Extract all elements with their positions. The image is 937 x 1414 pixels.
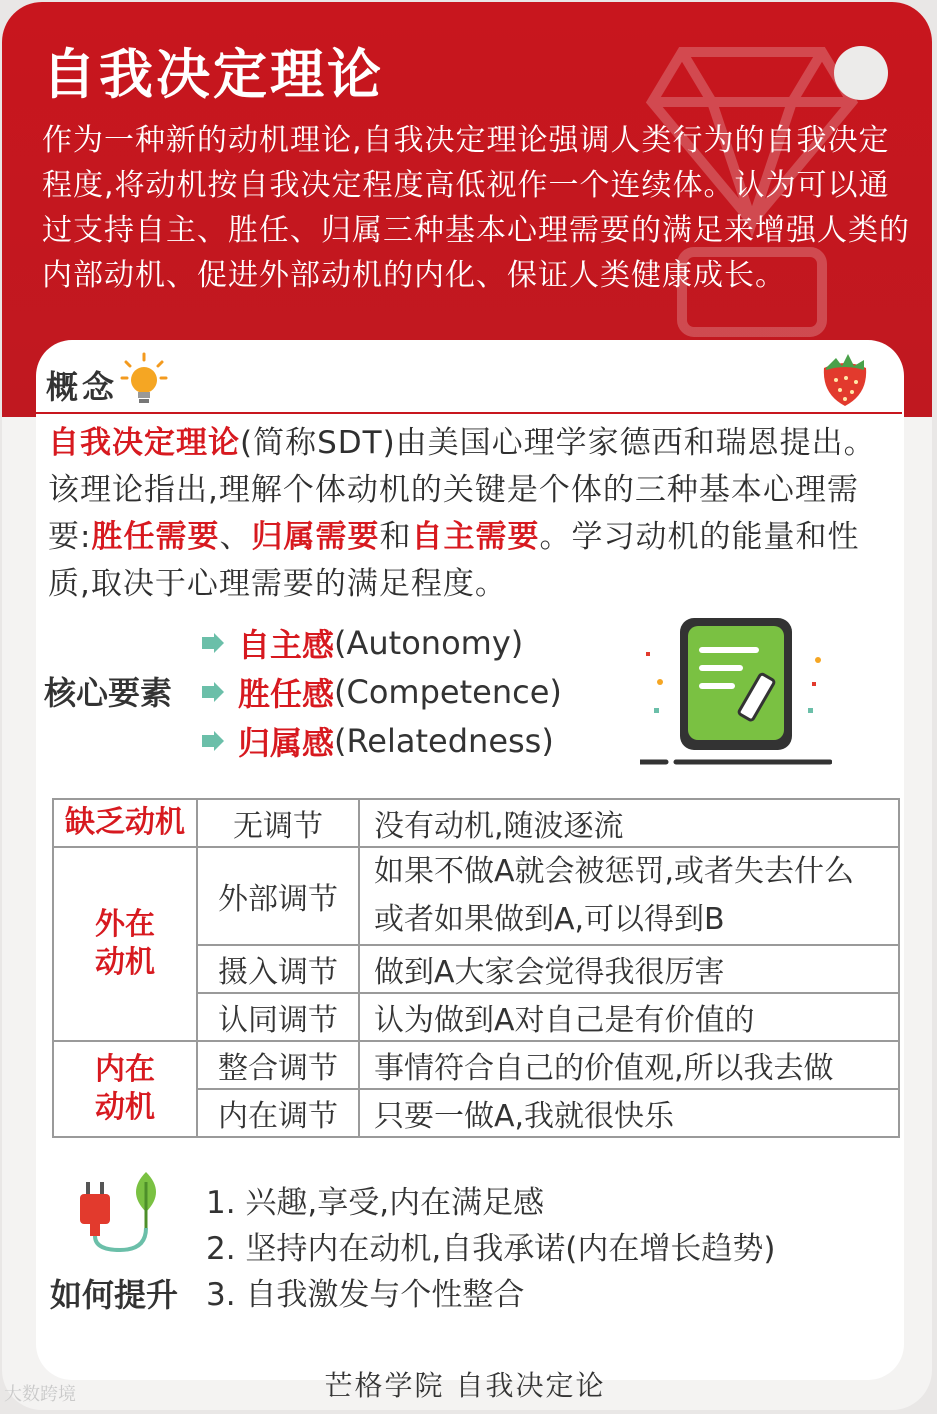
- need-relatedness: 归属需要: [251, 519, 380, 555]
- arrow-bullet-icon: [200, 731, 226, 751]
- concept-label: 概念: [46, 368, 119, 406]
- need-autonomy: 自主需要: [411, 519, 540, 555]
- core-item-competence: [200, 667, 562, 716]
- regulation-type: 认同调节: [197, 993, 359, 1041]
- core-en: (Competence): [334, 672, 562, 711]
- watermark: 大数跨境: [4, 1384, 76, 1405]
- concept-sep-1: 、: [219, 519, 252, 555]
- list-item: 3. 自我激发与个性整合: [206, 1277, 525, 1313]
- arrow-bullet-icon: [200, 682, 226, 702]
- lightbulb-icon: [120, 352, 168, 406]
- core-item-autonomy: [200, 618, 562, 667]
- concept-text-part-1: (简称SDT)由美国心理学家德西和瑞恩提出。该理论指出,理解个体动机的关键是个体的三种基本心理需要:: [48, 425, 876, 555]
- regulation-desc: 认为做到A对自己是有价值的: [359, 993, 899, 1041]
- concept-divider: [36, 412, 902, 414]
- footer-text: 芒格学院 自我决定论: [324, 1369, 606, 1402]
- table-row: [53, 799, 899, 847]
- card-hole: [834, 46, 888, 100]
- plug-leaf-icon: [80, 1172, 164, 1256]
- core-elements-list: [200, 618, 562, 765]
- list-item: 2. 坚持内在动机,自我承诺(内在增长趋势): [206, 1231, 776, 1267]
- core-term: 胜任感: [238, 674, 335, 713]
- improve-list: [206, 1180, 775, 1318]
- regulation-desc: 只要一做A,我就很快乐: [359, 1089, 899, 1137]
- document-edit-icon: [640, 612, 832, 772]
- core-en: (Relatedness): [334, 721, 554, 760]
- regulation-type: 无调节: [197, 799, 359, 847]
- regulation-desc: 做到A大家会觉得我很厉害: [359, 945, 899, 993]
- page-title: 自我决定理论: [42, 43, 384, 106]
- regulation-desc: 如果不做A就会被惩罚,或者失去什么或者如果做到A,可以得到B: [359, 847, 899, 945]
- arrow-bullet-icon: [200, 633, 226, 653]
- core-elements-label: 核心要素: [44, 674, 173, 712]
- regulation-type: 整合调节: [197, 1041, 359, 1089]
- regulation-desc: 事情符合自己的价值观,所以我去做: [359, 1041, 899, 1089]
- strawberry-icon: [812, 344, 878, 410]
- regulation-type: 外部调节: [197, 847, 359, 945]
- regulation-type: 内在调节: [197, 1089, 359, 1137]
- core-item-relatedness: [200, 716, 562, 765]
- concept-term: 自我决定理论: [48, 425, 240, 461]
- concept-sep-2: 和: [379, 519, 412, 555]
- regulation-desc: 没有动机,随波逐流: [359, 799, 899, 847]
- how-to-improve-label: 如何提升: [50, 1276, 179, 1314]
- category-intrinsic: 内在 动机: [53, 1041, 197, 1137]
- concept-text: [48, 420, 888, 608]
- regulation-type: 摄入调节: [197, 945, 359, 993]
- category-amotivation: 缺乏动机: [53, 799, 197, 847]
- list-item: 1. 兴趣,享受,内在满足感: [206, 1185, 545, 1221]
- table-row: [53, 1041, 899, 1089]
- concept-text-part-2: 。学习动机的能量和性质,取决于心理需要的满足程度。: [48, 519, 860, 602]
- intro-text: 作为一种新的动机理论,自我决定理论强调人类行为的自我决定程度,将动机按自我决定程度高低视作一个连续体。认为可以通过支持自主、胜任、归属三种基本心理需要的满足来增强人类的内部动机、促进外部动机的内化、保证人类健康成长。: [42, 123, 910, 293]
- regulation-table: [52, 798, 900, 1138]
- category-extrinsic: 外在 动机: [53, 847, 197, 1041]
- core-en: (Autonomy): [334, 623, 524, 662]
- core-term: 归属感: [238, 723, 335, 762]
- core-term: 自主感: [238, 625, 335, 664]
- table-row: [53, 847, 899, 945]
- need-competence: 胜任需要: [91, 519, 220, 555]
